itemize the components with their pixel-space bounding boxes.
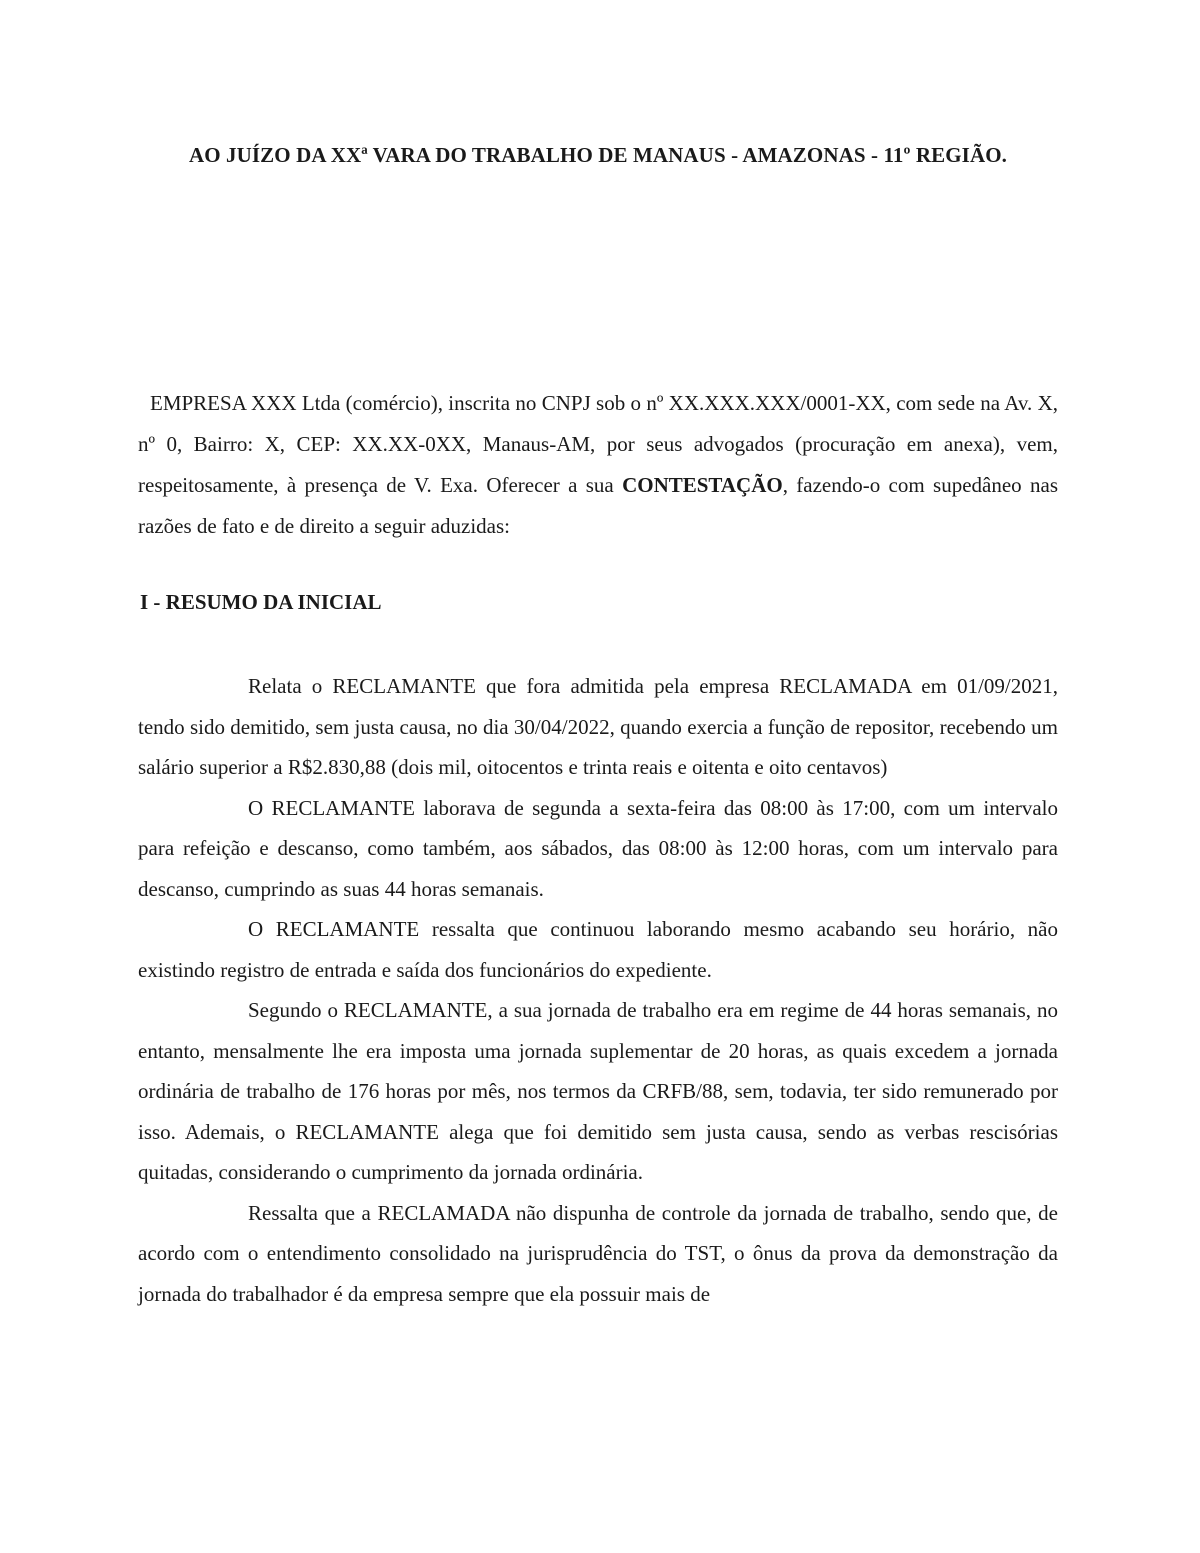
body-paragraph: Segundo o RECLAMANTE, a sua jornada de trabalho era em regime de 44 horas semanais, no entanto, mensalmente lhe era imposta uma jornada suplementar de 20 horas, as quais excedem a jornada ordinária de trabalho de 176 horas por mês, nos termos da CRFB/88, sem, todavia, ter sido remunerado por isso. Ademais, o RECLAMANTE alega que foi demitido sem justa causa, sendo as verbas rescisórias quitadas, considerando o cumprimento da jornada ordinária. — [138, 998, 1058, 1184]
intro-text-end: , fazendo-o com supedâneo nas razões de fato e de direito a seguir aduzidas: — [138, 473, 1059, 538]
body-paragraph: Ressalta que a RECLAMADA não dispunha de controle da jornada de trabalho, sendo que, de acordo com o entendimento consolidado na jurisprudência do TST, o ônus da prova da demonstração da jornada do trabalhador é da empresa sempre que ela possuir mais de — [138, 1200, 1058, 1306]
document-heading: AO JUÍZO DA XXª VARA DO TRABALHO DE MANAUS - AMAZONAS - 11º REGIÃO. — [188, 143, 1008, 167]
body-paragraph: O RECLAMANTE ressalta que continuou laborando mesmo acabando seu horário, não existindo registro de entrada e saída dos funcionários do expediente. — [138, 917, 1058, 982]
body-paragraph: Relata o RECLAMANTE que fora admitida pela empresa RECLAMADA em 01/09/2021, tendo sido demitido, sem justa causa, no dia 30/04/2022, quando exercia a função de repositor, recebendo um salário superior a R$2.830,88 (dois mil, oitocentos e trinta reais e oitenta e oito centavos) — [138, 674, 1058, 779]
section-body — [138, 666, 1058, 1314]
body-paragraph: O RECLAMANTE laborava de segunda a sexta-feira das 08:00 às 17:00, com um intervalo para refeição e descanso, como também, aos sábados, das 08:00 às 12:00 horas, com um intervalo para descanso, cumprindo as suas 44 horas semanais. — [138, 795, 1058, 901]
intro-paragraph — [138, 383, 1058, 547]
intro-text-start: EMPRESA XXX Ltda (comércio), inscrita no CNPJ sob o nº XX.XXX.XXX/0001-XX, com sede na Av. X, nº 0, Bairro: X, CEP: XX.XX-0XX, Manaus-AM, por seus advogados (procuração em anexa), vem, respeitosamente, à presença de V. Exa. Oferecer a sua — [138, 391, 1058, 497]
intro-bold-term: CONTESTAÇÃO — [622, 473, 783, 497]
section-title: I - RESUMO DA INICIAL — [140, 590, 382, 614]
